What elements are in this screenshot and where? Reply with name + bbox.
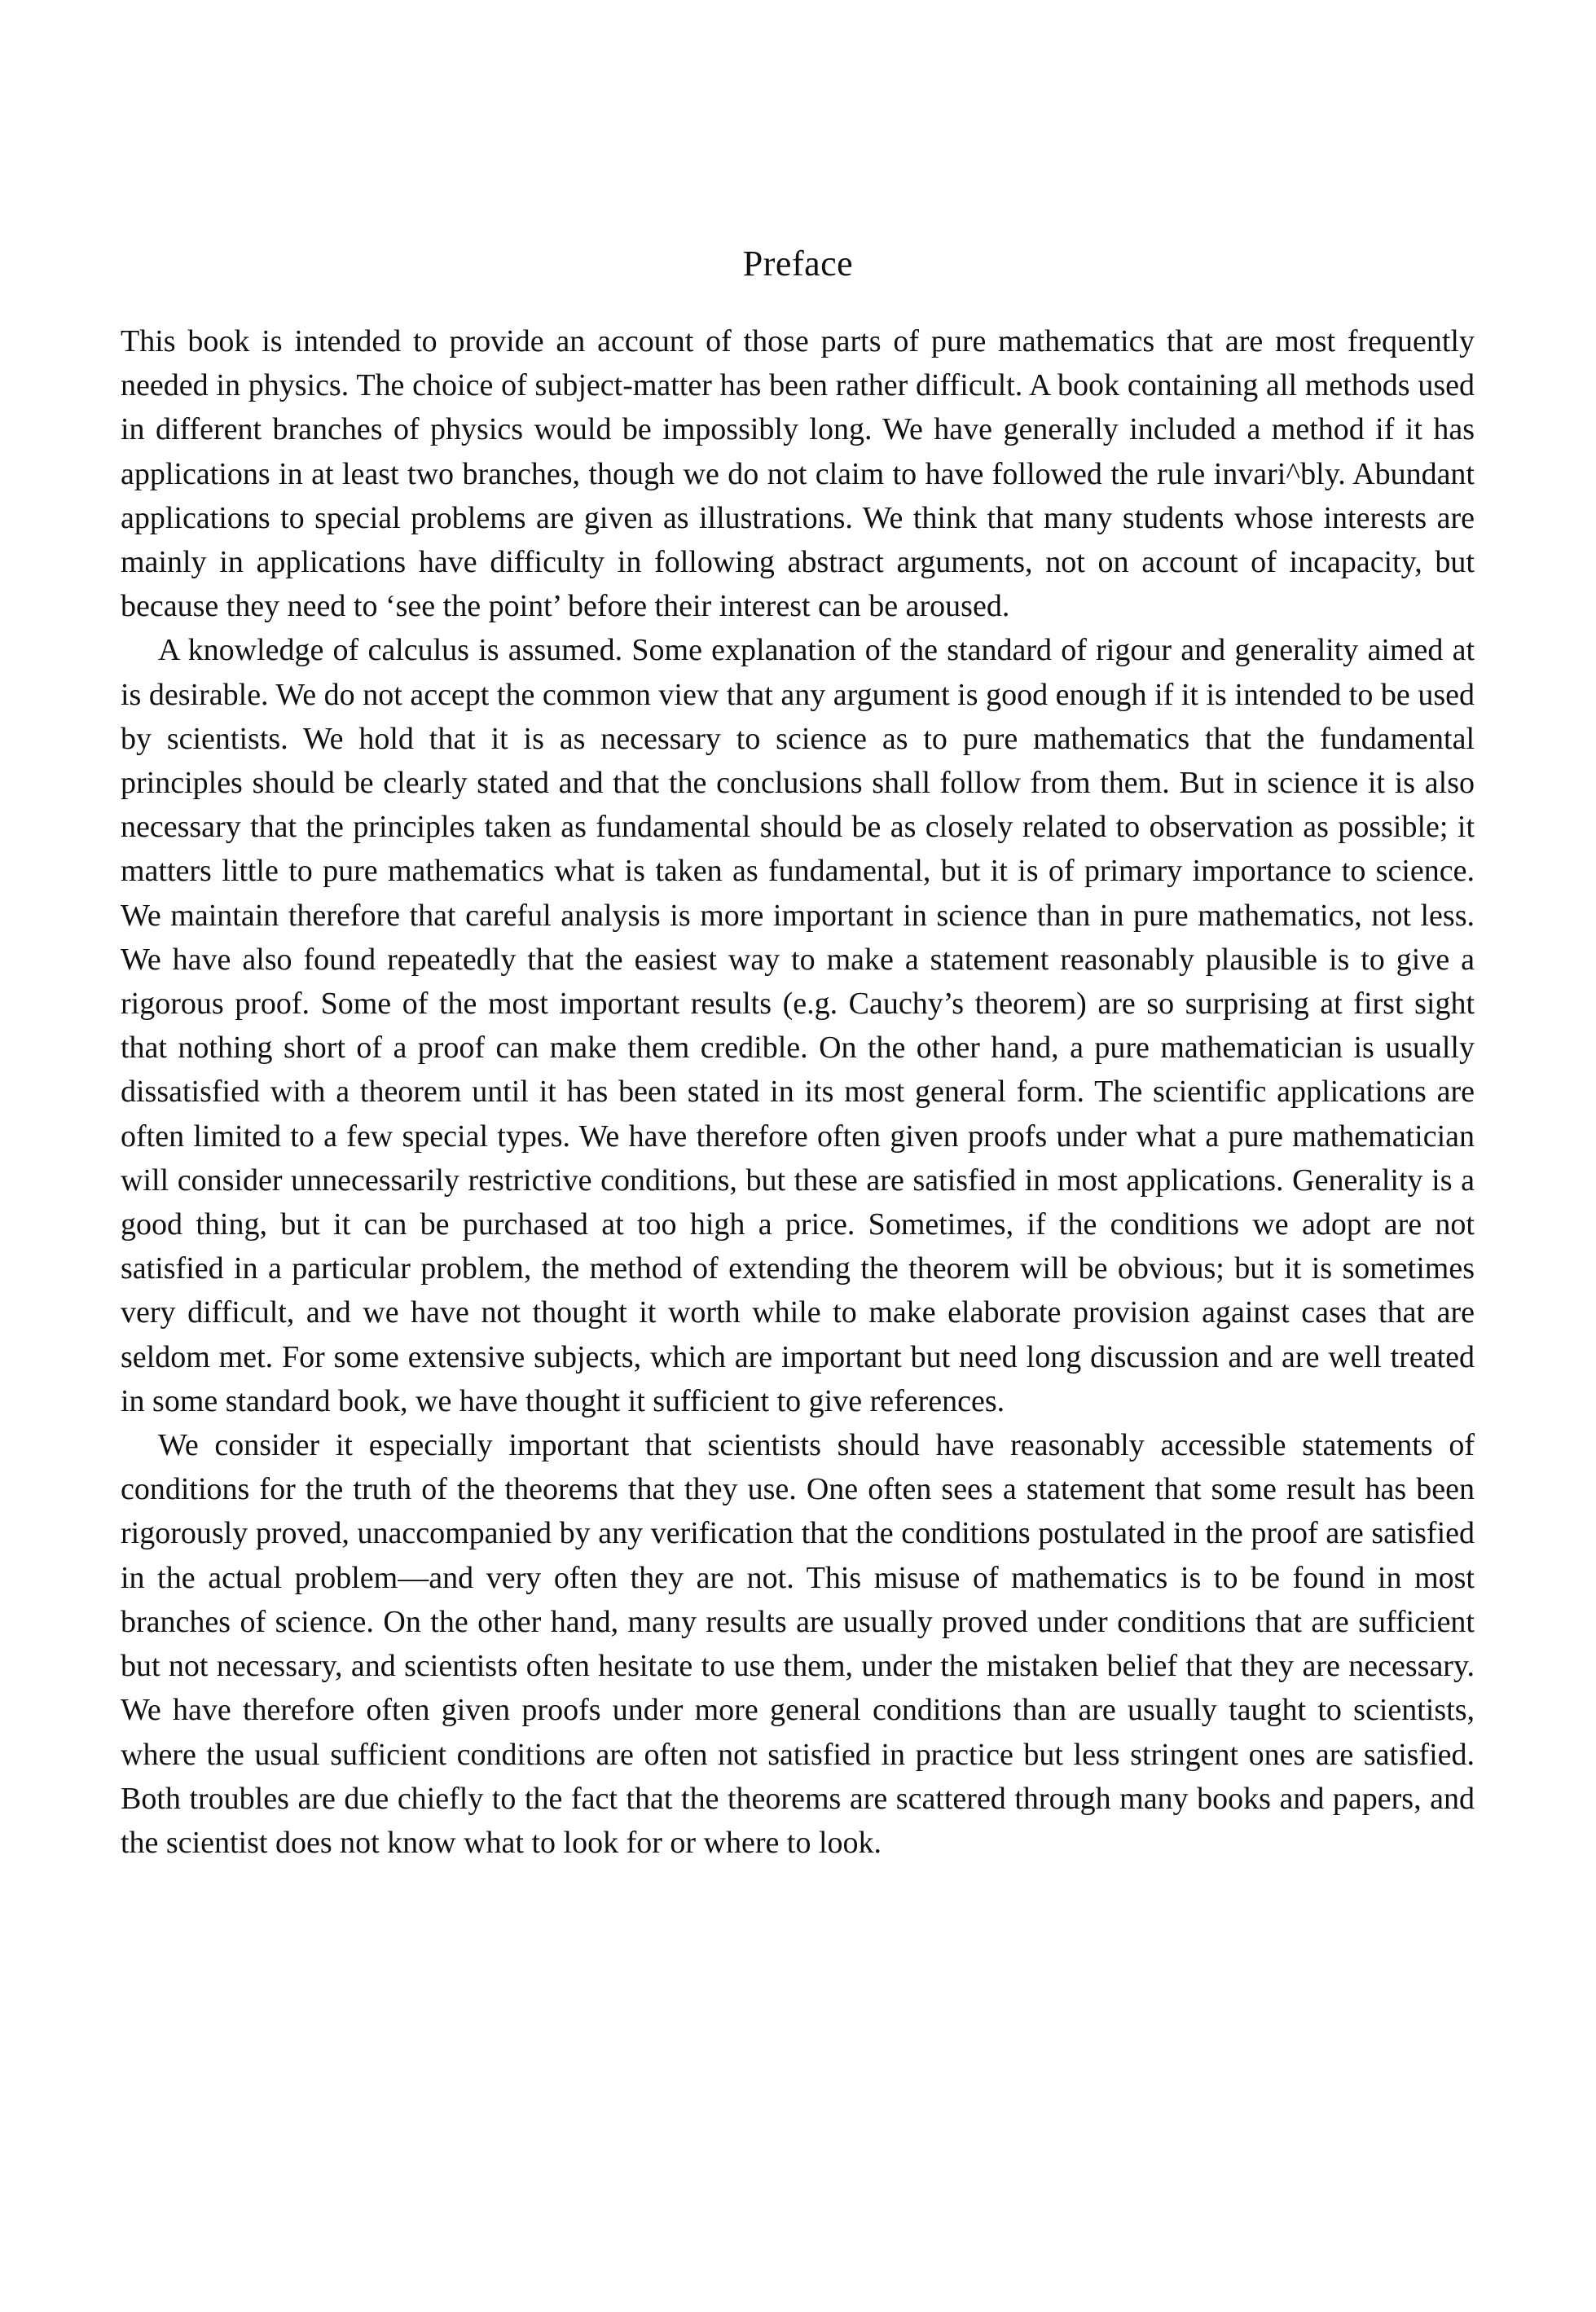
paragraph: We consider it especially important that scientists should have reasonably accessible statements of conditions for the truth of the theorems that they use. One often sees a statement that some result has been rigorously proved, unaccompanied by any verification that the conditions postulated in the proof are satisfied in the actual problem—and very often they are not. This misuse of mathematics is to be found in most branches of science. On the other hand, many results are usually proved under conditions that are sufficient but not necessary, and scientists often hesitate to use them, under the mistaken belief that they are necessary. We have therefore often given proofs under more general conditions than are usually taught to scientists, where the usual sufficient conditions are often not satisfied in practice but less stringent ones are satisfied. Both troubles are due chiefly to the fact that the theorems are scattered through many books and papers, and the scientist does not know what to look for or where to look. [121,1428,1475,1860]
page-title: Preface [742,244,854,284]
paragraph: A knowledge of calculus is assumed. Some explanation of the standard of rigour and generality aimed at is desirable. We do not accept the common view that any argument is good enough if it is intended to be used by scientists. We hold that it is as necessary to science as to pure mathematics that the fundamental principles should be clearly stated and that the conclusions shall follow from them. But in science it is also necessary that the principles taken as fundamental should be as closely related to observation as possible; it matters little to pure mathematics what is taken as fundamental, but it is of primary importance to science. We maintain therefore that careful analysis is more important in science than in pure mathematics, not less. We have also found repeatedly that the easiest way to make a statement reasonably plausible is to give a rigorous proof. Some of the most important results (e.g. Cauchy’s theorem) are so surprising at first sight that nothing short of a proof can make them credible. On the other hand, a pure mathematician is usually dissatisfied with a theorem until it has been stated in its most general form. The scientific applications are often limited to a few special types. We have therefore often given proofs under what a pure mathematician will consider unnecessarily restrictive conditions, but these are satisfied in most applications. Generality is a good thing, but it can be purchased at too high a price. Sometimes, if the conditions we adopt are not satisfied in a particular problem, the method of extending the theorem will be obvious; but it is sometimes very difficult, and we have not thought it worth while to make elaborate provision against cases that are seldom met. For some extensive subjects, which are important but need long discussion and are well treated in some standard book, we have thought it sufficient to give references. [121,633,1475,1418]
paragraph: This book is intended to provide an account of those parts of pure mathematics that are most frequently needed in physics. The choice of subject-matter has been rather difficult. A book containing all methods used in different branches of physics would be impossibly long. We have generally included a method if it has applications in at least two branches, though we do not claim to have followed the rule invari^bly. Abundant applications to special problems are given as illustrations. We think that many students whose interests are mainly in applications have difficulty in following abstract arguments, not on account of incapacity, but because they need to ‘see the point’ before their interest can be aroused. [121,324,1475,624]
page-body [121,319,1475,1865]
